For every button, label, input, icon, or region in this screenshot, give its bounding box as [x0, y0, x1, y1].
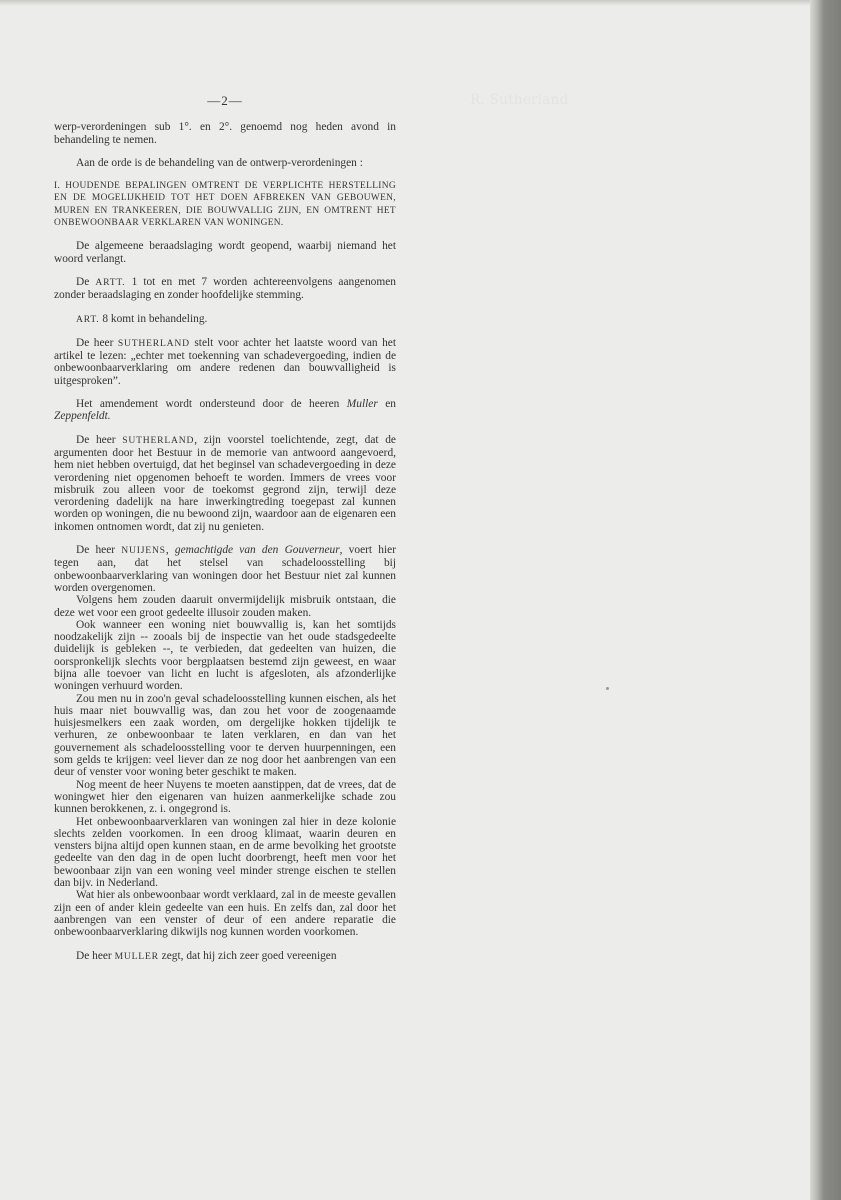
paragraph-2: Aan de orde is de behandeling van de ontwerp-verordeningen : [76, 156, 363, 169]
bleed-through-text: R. Sutherland [470, 92, 569, 108]
p7-italic-1: Muller [346, 398, 378, 411]
page-right-edge [810, 0, 841, 1200]
p6-text-b: stelt voor achter het laatste woord van het artikel te lezen: „echter met toekenning van schadevergoeding, indien de onbewoonbaarverklaring om andere redenen dan bouwvalligheid is uitgesproken”. [54, 336, 396, 387]
p5-text-b: 8 komt in behandeling. [99, 312, 208, 325]
p5-smallcaps: ART. [76, 313, 100, 325]
paragraph-5 [54, 313, 396, 326]
paragraph-6 [54, 337, 396, 387]
p9-smallcaps: NUIJENS [121, 545, 166, 557]
p16-text-b: zegt, dat hij zich zeer goed vereenigen [158, 949, 337, 962]
paragraph-11: Ook wanneer een woning niet bouwvallig is, kan het somtijds noodzakelijk zijn -- zooals bij de inspectie van het oude stadsgedeelte duidelijk is gebleken --, te verbieden, dat gedeelten van huizen, die oorspronkelijk slechts voor bergplaatsen bestemd zijn geweest, en waar bijna alle toevoer van licht en lucht is afgesloten, als afzonderlijke woningen verhuurd worden. [54, 618, 396, 693]
section-heading: I. HOUDENDE BEPALINGEN OMTRENT DE VERPLICHTE HERSTELLING EN DE MOGELIJKHEID TOT HET DOEN AFBREKEN VAN GEBOUWEN, MUREN EN TRANKEEREN, DIE BOUWVALLIG ZIJN, EN OMTRENT HET ONBEWOONBAAR VERKLAREN VAN WONINGEN. [54, 181, 396, 229]
paragraph-8 [54, 434, 396, 533]
p8-smallcaps: SUTHERLAND [122, 434, 195, 446]
p6-text-a: De heer [76, 336, 118, 349]
paragraph-13: Nog meent de heer Nuyens te moeten aanstippen, dat de vrees, dat de woningwet hier den eigenaren van huizen aanmerkelijke schade zou kunnen berokkenen, z. i. ongegrond is. [54, 778, 396, 816]
p7-italic-2: Zeppenfeldt. [54, 410, 111, 423]
p8-text-a: De heer [76, 433, 123, 446]
text-column [54, 95, 396, 974]
paragraph-4 [54, 276, 396, 302]
p9-text-b: , [165, 544, 175, 557]
p16-smallcaps: MULLER [114, 950, 159, 962]
paragraph-3: De algemeene beraadslaging wordt geopend, waarbij niemand het woord verlangt. [54, 240, 396, 265]
p4-smallcaps: ARTT. [95, 276, 126, 288]
paragraph-1: werp-verordeningen sub 1°. en 2°. genoemd nog heden avond in behandeling te nemen. [54, 121, 396, 146]
p4-text-a: De [76, 275, 96, 288]
p9-text-a: De heer [76, 544, 122, 557]
p7-text-a: Het amendement wordt ondersteund door de heeren [76, 398, 347, 411]
p8-text-b: , zijn voorstel toelichtende, zegt, dat de argumenten door het Bestuur in de memorie van antwoord aangevoerd, hem niet hebben overtuigd, dat het beginsel van schadevergoeding in deze verordening niet opgenomen behoeft te worden. Immers de vrees voor misbruik zou alleen voor de toekomst gegrond zijn, terwijl deze verordening dadelijk na hare inwerkingtreding toegepast zal kunnen worden op woningen, die nu bewoond zijn, waardoor aan de eigenaren een inkomen ontnomen wordt, dat zij nu genieten. [54, 433, 396, 533]
p9-text-c: , voert hier tegen aan, dat het stelsel van schadeloosstelling bij onbewoonbaarverklaring van woningen door het Bestuur niet zal kunnen worden overgenomen. [54, 544, 396, 594]
paragraph-9 [54, 544, 396, 594]
paragraph-16 [54, 950, 396, 963]
paragraph-10: Volgens hem zouden daaruit onvermijdelijk misbruik ontstaan, die deze wet voor een groot gedeelte illusoir zouden maken. [54, 594, 396, 619]
p4-text-b: 1 tot en met 7 worden achtereenvolgens aangenomen zonder beraadslaging en zonder hoofdelijke stemming. [54, 275, 396, 302]
paragraph-15: Wat hier als onbewoonbaar wordt verklaard, zal in de meeste gevallen zijn een of ander klein gedeelte van een huis. En zelfs dan, zal door het aanbrengen van een venster of deur of een andere reparatie die onbewoonbaarverklaring dikwijls nog kunnen worden voorkomen. [54, 889, 396, 939]
paper-speck [606, 687, 609, 690]
p6-smallcaps: SUTHERLAND [117, 337, 190, 349]
p9-italic: gemachtigde van den Gouverneur [174, 544, 340, 557]
paragraph-12: Zou men nu in zoo'n geval schadeloosstelling kunnen eischen, als het huis maar niet bouwvallig was, dan zou het voor de zoogenaamde huisjesmelkers een zaak worden, om dergelijke hokken tijdelijk te verhuren, ze onbewoonbaar te laten verklaren, en dan van het gouvernement als schadeloosstelling voor te derven huurpenningen, een som gelds te krijgen: veel liever dan ze nog door het aanbrengen van een deur of venster voor woning beter geschikt te maken. [54, 692, 396, 779]
paragraph-7 [54, 398, 396, 423]
p16-text-a: De heer [76, 949, 115, 962]
p7-text-b: en [377, 398, 396, 411]
paragraph-14: Het onbewoonbaarverklaren van woningen zal hier in deze kolonie slechts zelden voorkomen. In een droog klimaat, waarin deuren en vensters bijna altijd open kunnen staan, en de arme bevolking het grootste gedeelte van den dag in de open lucht doorbrengt, heeft men voor het bewoonbaar zijn van een woning veel minder strenge eischen te stellen dan bijv. in Nederland. [54, 815, 396, 890]
page-top-edge [0, 0, 820, 6]
page-number: —2— [207, 93, 243, 108]
